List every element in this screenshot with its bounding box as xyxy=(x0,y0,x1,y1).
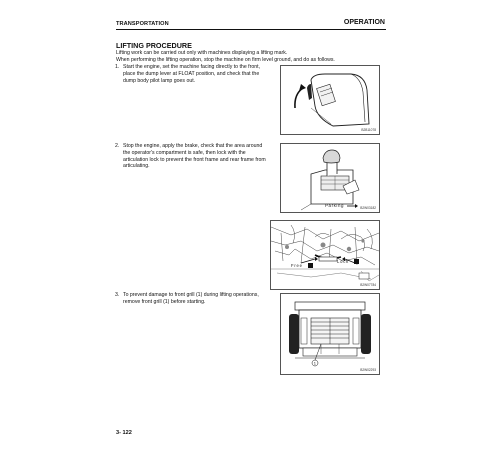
figure-front-grill xyxy=(280,293,380,375)
parking-label: Parking xyxy=(325,203,345,208)
figure-2-id: B2W03182 xyxy=(360,206,376,210)
page-number: 3- 122 xyxy=(116,430,132,436)
step-1-line-2: place the dump lever at FLOAT position, and check that the xyxy=(123,70,260,77)
front-grill-illustration xyxy=(281,294,379,374)
figure-4-id: B2W02293 xyxy=(360,368,376,372)
section-title: LIFTING PROCEDURE xyxy=(116,41,192,50)
grill-callout: 1 xyxy=(313,360,317,366)
step-1-line-3: dump body pilot lamp goes out. xyxy=(123,77,196,84)
step-2-number: 2. xyxy=(115,143,120,149)
step-3-line-1: To prevent damage to front grill (1) during lifting operations, xyxy=(123,292,259,298)
header-section: TRANSPORTATION xyxy=(116,21,169,27)
header-chapter: OPERATION xyxy=(343,19,385,26)
step-3-number: 3. xyxy=(115,292,120,298)
parking-brake-illustration xyxy=(281,144,379,212)
step-1-number: 1. xyxy=(115,64,120,70)
figure-3-id: B2W07784 xyxy=(360,283,376,287)
step-2-line-1: Stop the engine, apply the brake, check that the area around xyxy=(123,143,263,149)
figure-parking-brake xyxy=(280,143,380,213)
free-label: Free xyxy=(291,263,303,268)
dump-lever-illustration xyxy=(281,66,379,134)
figure-articulation-lock xyxy=(270,220,380,290)
lock-label: Lock xyxy=(337,259,350,264)
header-rule xyxy=(116,29,386,30)
intro-line-2: When performing the lifting operation, stop the machine on firm level ground, and do as follows. xyxy=(116,57,335,63)
figure-dump-lever xyxy=(280,65,380,135)
step-2-line-3: articulation lock to prevent the front frame and rear frame from xyxy=(123,156,266,163)
step-2-line-4: articulating. xyxy=(123,163,150,170)
step-3 xyxy=(115,292,269,306)
step-1 xyxy=(115,64,269,84)
figure-1-id: B2B11078 xyxy=(361,128,376,132)
step-2 xyxy=(115,143,269,170)
step-2-line-2: the operator's compartment is safe, then lock with the xyxy=(123,149,246,156)
articulation-lock-illustration xyxy=(271,221,379,289)
step-3-line-2: remove front grill (1) before starting. xyxy=(123,298,206,305)
step-1-line-1: Start the engine, set the machine facing directly to the front, xyxy=(123,64,260,70)
intro-line-1: Lifting work can be carried out only with machines displaying a lifting mark. xyxy=(116,50,288,56)
